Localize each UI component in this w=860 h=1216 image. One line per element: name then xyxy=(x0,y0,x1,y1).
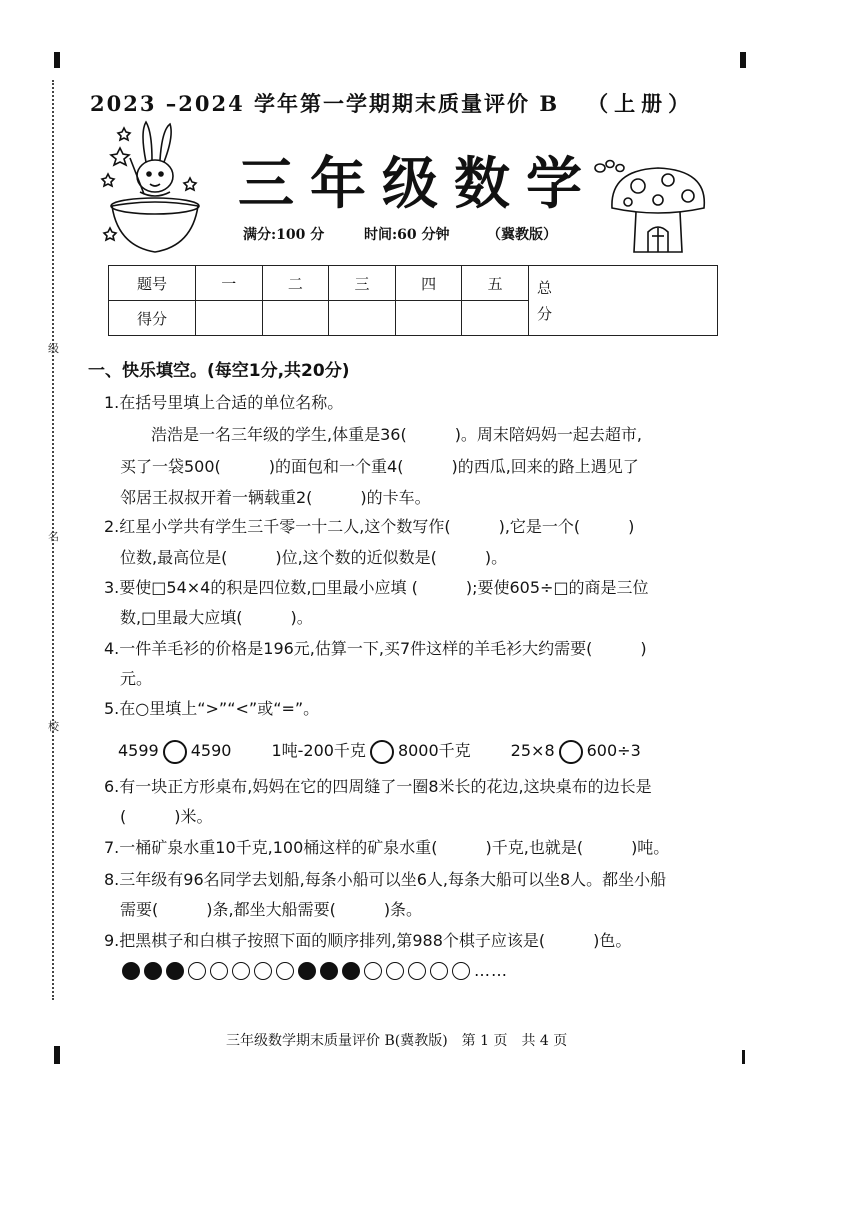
comparison-row xyxy=(118,738,641,764)
question-5-prompt: 5.在○里填上“>”“<”或“=”。 xyxy=(104,699,320,718)
score-cell-4[interactable] xyxy=(395,301,462,336)
question-3-line-1: 3.要使□54×4的积是四位数,□里最小应填 ( );要使605÷□的商是三位 xyxy=(104,578,649,597)
section-1-heading: 一、快乐填空。(每空1分,共20分) xyxy=(88,361,350,381)
total-score-cell[interactable] xyxy=(529,266,718,336)
total-label-bottom: 分 xyxy=(537,304,553,323)
compare-c-left: 25×8 xyxy=(510,741,555,760)
corner-mark-bottom-left xyxy=(54,1046,60,1064)
black-chess-piece-icon xyxy=(122,962,140,980)
question-1-line-2: 买了一袋500( )的面包和一个重4( )的西瓜,回来的路上遇见了 xyxy=(120,457,639,476)
compare-a-right: 4590 xyxy=(190,741,232,760)
question-number-header: 题号 xyxy=(109,266,196,301)
question-7-line-1: 7.一桶矿泉水重10千克,100桶这样的矿泉水重( )千克,也就是( )吨。 xyxy=(104,838,670,857)
white-chess-piece-icon xyxy=(452,962,470,980)
compare-circle-c[interactable] xyxy=(559,740,583,764)
magician-rabbit-illustration xyxy=(100,118,210,258)
question-column-4: 四 xyxy=(395,266,462,301)
score-cell-3[interactable] xyxy=(329,301,396,336)
compare-circle-b[interactable] xyxy=(370,740,394,764)
compare-circle-a[interactable] xyxy=(163,740,187,764)
question-column-1: 一 xyxy=(196,266,263,301)
question-9-line-1: 9.把黑棋子和白棋子按照下面的顺序排列,第988个棋子应该是( )色。 xyxy=(104,931,632,950)
white-chess-piece-icon xyxy=(430,962,448,980)
white-chess-piece-icon xyxy=(232,962,250,980)
compare-b-right: 8000千克 xyxy=(397,741,471,760)
score-cell-5[interactable] xyxy=(462,301,529,336)
question-2-line-1: 2.红星小学共有学生三千零一十二人,这个数写作( ),它是一个( ) xyxy=(104,517,635,536)
black-chess-piece-icon xyxy=(342,962,360,980)
question-6-line-2: ( )米。 xyxy=(120,807,213,826)
corner-mark-bottom-right xyxy=(742,1050,745,1064)
question-4-line-1: 4.一件羊毛衫的价格是196元,估算一下,买7件这样的羊毛衫大约需要( ) xyxy=(104,639,647,658)
black-chess-piece-icon xyxy=(320,962,338,980)
score-table xyxy=(108,265,718,336)
corner-mark-top-left xyxy=(54,52,60,68)
question-1-line-3: 邻居王叔叔开着一辆载重2( )的卡车。 xyxy=(120,488,431,507)
sequence-ellipsis: …… xyxy=(474,961,508,980)
total-label-top: 总 xyxy=(537,278,553,297)
question-1-prompt: 1.在括号里填上合适的单位名称。 xyxy=(104,393,344,412)
question-8-line-2: 需要( )条,都坐大船需要( )条。 xyxy=(120,900,423,919)
side-label-school: 校 xyxy=(48,720,59,733)
table-row xyxy=(109,266,718,301)
question-column-2: 二 xyxy=(262,266,329,301)
compare-c-right: 600÷3 xyxy=(586,741,641,760)
compare-b-left: 1吨-200千克 xyxy=(271,741,366,760)
score-row-header: 得分 xyxy=(109,301,196,336)
side-label-name: 名 xyxy=(48,530,59,543)
exam-title-text: 2023 –2024 学年第一学期期末质量评价 B xyxy=(90,91,560,116)
exam-time: 时间:60 分钟 xyxy=(364,227,450,243)
page-footer: 三年级数学期末质量评价 B(冀教版) 第 1 页 共 4 页 xyxy=(226,1033,568,1049)
white-chess-piece-icon xyxy=(276,962,294,980)
question-column-3: 三 xyxy=(329,266,396,301)
question-8-line-1: 8.三年级有96名同学去划船,每条小船可以坐6人,每条大船可以坐8人。都坐小船 xyxy=(104,870,667,889)
black-chess-piece-icon xyxy=(298,962,316,980)
question-6-line-1: 6.有一块正方形桌布,妈妈在它的四周缝了一圈8米长的花边,这块桌布的边长是 xyxy=(104,777,652,796)
question-4-line-2: 元。 xyxy=(120,669,153,688)
side-label-grade: 级 xyxy=(48,342,59,355)
score-cell-2[interactable] xyxy=(262,301,329,336)
white-chess-piece-icon xyxy=(386,962,404,980)
question-column-5: 五 xyxy=(462,266,529,301)
corner-mark-top-right xyxy=(740,52,746,68)
compare-a-left: 4599 xyxy=(118,741,159,760)
exam-title xyxy=(90,88,730,118)
white-chess-piece-icon xyxy=(364,962,382,980)
question-1-line-1: 浩浩是一名三年级的学生,体重是36( )。周末陪妈妈一起去超市, xyxy=(151,425,643,444)
question-3-line-2: 数,□里最大应填( )。 xyxy=(120,608,313,627)
white-chess-piece-icon xyxy=(408,962,426,980)
white-chess-piece-icon xyxy=(188,962,206,980)
full-marks: 满分:100 分 xyxy=(243,227,325,243)
black-chess-piece-icon xyxy=(144,962,162,980)
score-cell-1[interactable] xyxy=(196,301,263,336)
question-2-line-2: 位数,最高位是( )位,这个数的近似数是( )。 xyxy=(120,548,508,567)
white-chess-piece-icon xyxy=(254,962,272,980)
exam-version: （冀教版） xyxy=(487,227,557,243)
exam-edition: （上册） xyxy=(587,91,696,116)
subject-title: 三年级数学 xyxy=(238,151,598,217)
black-chess-piece-icon xyxy=(166,962,184,980)
chess-pieces-sequence xyxy=(122,960,508,982)
mushroom-house-illustration xyxy=(592,156,722,256)
white-chess-piece-icon xyxy=(210,962,228,980)
